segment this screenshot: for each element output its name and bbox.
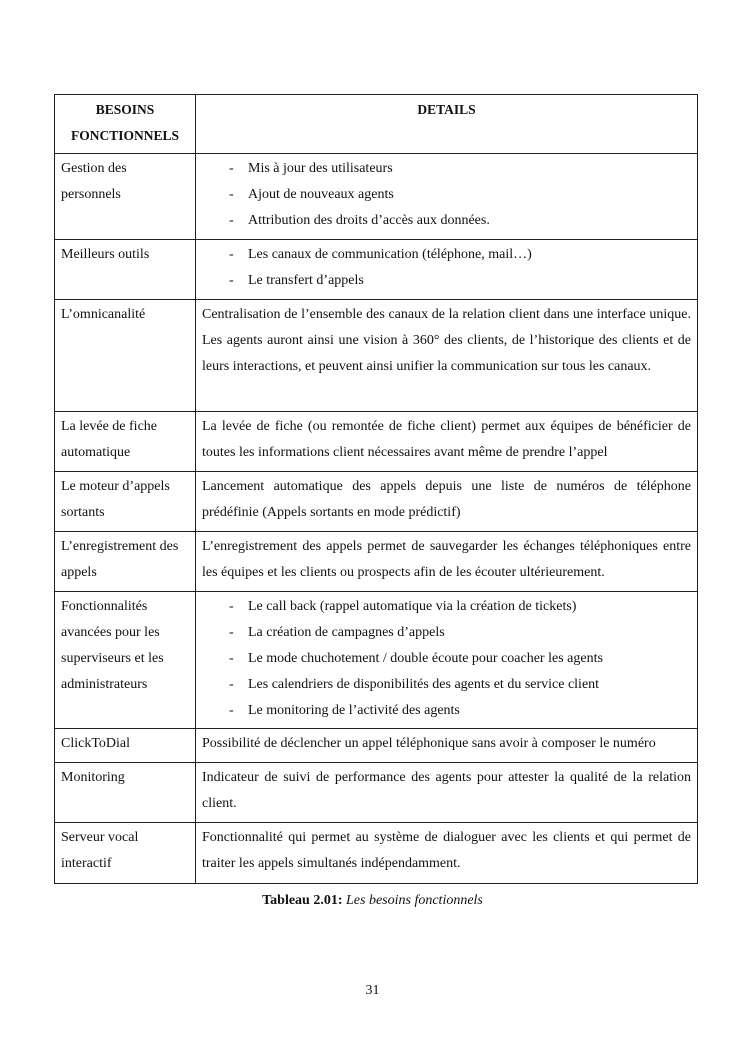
need-cell: Fonctionnalités avancées pour les superviseurs et les administrateurs — [55, 592, 196, 729]
table-row — [55, 300, 698, 412]
details-cell — [196, 592, 698, 729]
list-item-text: Le call back (rappel automatique via la création de tickets) — [248, 599, 577, 614]
list-item — [202, 672, 691, 698]
need-cell: L’enregistrement des appels — [55, 532, 196, 592]
list-item-text: Attribution des droits d’accès aux données. — [248, 213, 490, 228]
list-item — [202, 208, 691, 234]
page-number: 31 — [365, 983, 380, 998]
details-list — [202, 156, 691, 234]
table-row — [55, 729, 698, 763]
table-row — [55, 763, 698, 823]
details-cell: L’enregistrement des appels permet de sauvegarder les échanges téléphoniques entre les équipes et les clients ou prospects afin de les écouter ultérieurement. — [196, 532, 698, 592]
table-row — [55, 472, 698, 532]
list-item-text: Le monitoring de l’activité des agents — [248, 703, 460, 718]
table-row — [55, 592, 698, 729]
list-item-text: La création de campagnes d’appels — [248, 625, 445, 640]
dash-bullet-icon: - — [229, 677, 234, 692]
list-item-text: Les canaux de communication (téléphone, mail…) — [248, 247, 532, 262]
table-row — [55, 154, 698, 240]
need-cell: Gestion des personnels — [55, 154, 196, 240]
list-item — [202, 620, 691, 646]
table-row — [55, 532, 698, 592]
need-cell: Meilleurs outils — [55, 240, 196, 300]
dash-bullet-icon: - — [229, 247, 234, 262]
list-item-text: Le mode chuchotement / double écoute pour coacher les agents — [248, 651, 603, 666]
header-needs: BESOINS FONCTIONNELS — [55, 95, 196, 154]
list-item — [202, 594, 691, 620]
functional-needs-table — [54, 94, 698, 884]
dash-bullet-icon: - — [229, 625, 234, 640]
dash-bullet-icon: - — [229, 213, 234, 228]
table-row — [55, 823, 698, 884]
dash-bullet-icon: - — [229, 161, 234, 176]
list-item — [202, 646, 691, 672]
need-cell: Serveur vocal interactif — [55, 823, 196, 884]
details-cell: Indicateur de suivi de performance des agents pour attester la qualité de la relation client. — [196, 763, 698, 823]
caption-label: Tableau 2.01: — [262, 893, 343, 908]
table-row — [55, 240, 698, 300]
list-item — [202, 698, 691, 724]
list-item — [202, 268, 691, 294]
details-cell: Centralisation de l’ensemble des canaux de la relation client dans une interface unique. Les agents auront ainsi une vision à 360° des clients, de l’historique des clients et de leurs interactions, et peuvent ainsi unifier la communication sur tous les canaux. — [196, 300, 698, 412]
dash-bullet-icon: - — [229, 651, 234, 666]
details-list — [202, 594, 691, 724]
list-item — [202, 182, 691, 208]
list-item-text: Les calendriers de disponibilités des agents et du service client — [248, 677, 600, 692]
details-cell: Fonctionnalité qui permet au système de dialoguer avec les clients et qui permet de traiter les appels simultanés indépendamment. — [196, 823, 698, 884]
table-header-row — [55, 95, 698, 154]
list-item — [202, 156, 691, 182]
details-cell — [196, 154, 698, 240]
list-item — [202, 242, 691, 268]
need-cell: Le moteur d’appels sortants — [55, 472, 196, 532]
details-cell: Possibilité de déclencher un appel téléphonique sans avoir à composer le numéro — [196, 729, 698, 763]
details-list — [202, 242, 691, 294]
dash-bullet-icon: - — [229, 703, 234, 718]
need-cell: L’omnicanalité — [55, 300, 196, 412]
table-row — [55, 412, 698, 472]
header-details: DETAILS — [196, 95, 698, 154]
details-cell — [196, 240, 698, 300]
need-cell: La levée de fiche automatique — [55, 412, 196, 472]
dash-bullet-icon: - — [229, 599, 234, 614]
caption-title: Les besoins fonctionnels — [346, 893, 483, 908]
list-item-text: Ajout de nouveaux agents — [248, 187, 394, 202]
details-cell: La levée de fiche (ou remontée de fiche client) permet aux équipes de bénéficier de toutes les informations client nécessaires avant même de prendre l’appel — [196, 412, 698, 472]
details-cell: Lancement automatique des appels depuis une liste de numéros de téléphone prédéfinie (Appels sortants en mode prédictif) — [196, 472, 698, 532]
need-cell: Monitoring — [55, 763, 196, 823]
dash-bullet-icon: - — [229, 187, 234, 202]
need-cell: ClickToDial — [55, 729, 196, 763]
dash-bullet-icon: - — [229, 273, 234, 288]
list-item-text: Le transfert d’appels — [248, 273, 364, 288]
table-caption — [0, 893, 745, 909]
list-item-text: Mis à jour des utilisateurs — [248, 161, 393, 176]
